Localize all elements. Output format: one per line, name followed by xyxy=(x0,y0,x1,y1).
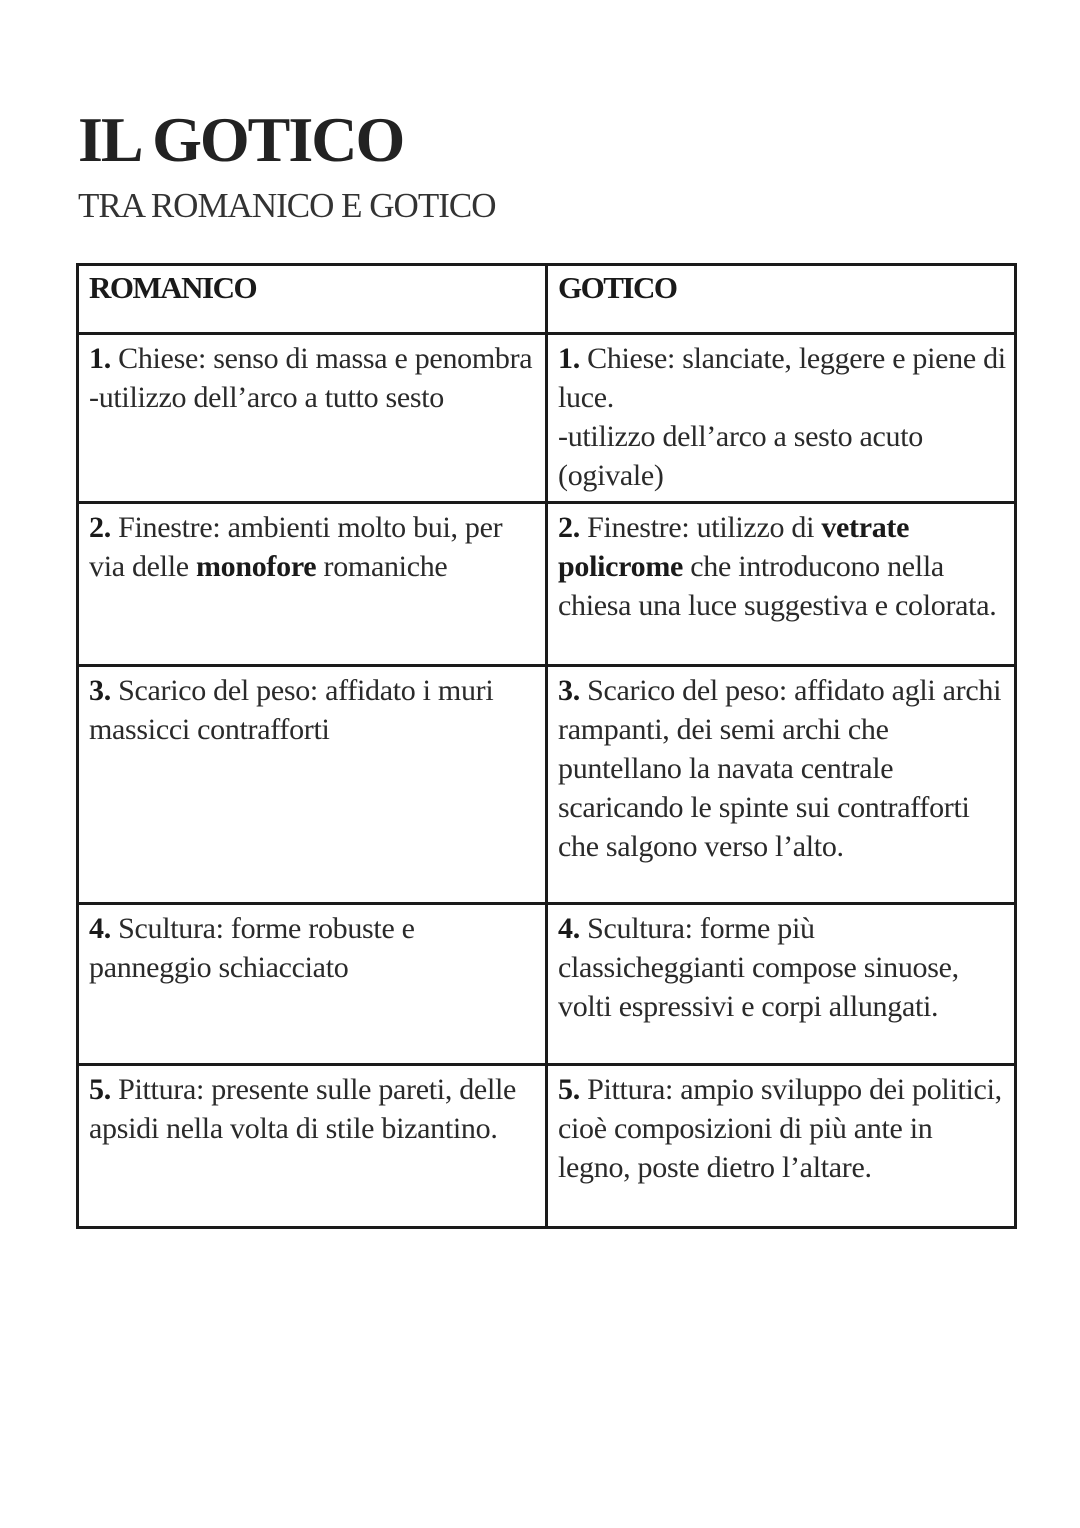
item-number: 1. xyxy=(89,342,111,375)
cell-gotico-finestre xyxy=(547,503,1016,666)
table-row xyxy=(78,1065,1016,1228)
item-number: 2. xyxy=(558,511,580,544)
column-header-gotico: GOTICO xyxy=(547,265,1016,334)
item-number: 3. xyxy=(89,674,111,707)
item-number: 4. xyxy=(558,912,580,945)
table-header-row xyxy=(78,265,1016,334)
cell-romanico-scultura xyxy=(78,904,547,1065)
cell-text: romaniche xyxy=(316,550,448,583)
cell-gotico-scarico xyxy=(547,666,1016,904)
comparison-table xyxy=(76,263,1017,1229)
cell-text-bold: vetrate policrome xyxy=(558,511,910,583)
cell-romanico-finestre xyxy=(78,503,547,666)
column-header-romanico: ROMANICO xyxy=(78,265,547,334)
cell-romanico-scarico xyxy=(78,666,547,904)
page-subtitle: TRA ROMANICO E GOTICO xyxy=(78,186,496,225)
item-number: 1. xyxy=(558,342,580,375)
cell-text-extra: -utilizzo dell’arco a tutto sesto xyxy=(89,381,444,414)
cell-text: Scultura: forme robuste e panneggio schiacciato xyxy=(89,912,415,984)
table-row xyxy=(78,666,1016,904)
cell-text-extra: -utilizzo dell’arco a sesto acuto (ogivale) xyxy=(558,420,923,492)
table-row xyxy=(78,503,1016,666)
item-number: 5. xyxy=(89,1073,111,1106)
cell-text: Finestre: ambienti molto bui, per via delle xyxy=(89,511,503,583)
cell-text: Scarico del peso: affidato agli archi rampanti, dei semi archi che puntellano la navata centrale scaricando le spinte sui contrafforti che salgono verso l’alto. xyxy=(558,674,1002,863)
item-number: 4. xyxy=(89,912,111,945)
item-number: 3. xyxy=(558,674,580,707)
cell-romanico-pittura xyxy=(78,1065,547,1228)
cell-text: Chiese: senso di massa e penombra xyxy=(110,342,533,375)
cell-text: Scarico del peso: affidato i muri massicci contrafforti xyxy=(89,674,494,746)
cell-gotico-pittura xyxy=(547,1065,1016,1228)
cell-text: Pittura: presente sulle pareti, delle apsidi nella volta di stile bizantino. xyxy=(89,1073,517,1145)
table-row xyxy=(78,904,1016,1065)
item-number: 2. xyxy=(89,511,111,544)
cell-text: Chiese: slanciate, leggere e piene di luce. xyxy=(558,342,1006,414)
cell-gotico-chiese xyxy=(547,334,1016,503)
cell-text-bold: monofore xyxy=(195,550,317,583)
page-title: IL GOTICO xyxy=(78,104,404,175)
cell-text: Finestre: utilizzo di xyxy=(579,511,822,544)
cell-text: che introducono nella chiesa una luce suggestiva e colorata. xyxy=(558,550,997,622)
table-row xyxy=(78,334,1016,503)
cell-text: Pittura: ampio sviluppo dei politici, cioè composizioni di più ante in legno, poste dietro l’altare. xyxy=(558,1073,1002,1184)
cell-romanico-chiese xyxy=(78,334,547,503)
item-number: 5. xyxy=(558,1073,580,1106)
cell-gotico-scultura xyxy=(547,904,1016,1065)
cell-text: Scultura: forme più classicheggianti compose sinuose, volti espressivi e corpi allungati. xyxy=(558,912,959,1023)
